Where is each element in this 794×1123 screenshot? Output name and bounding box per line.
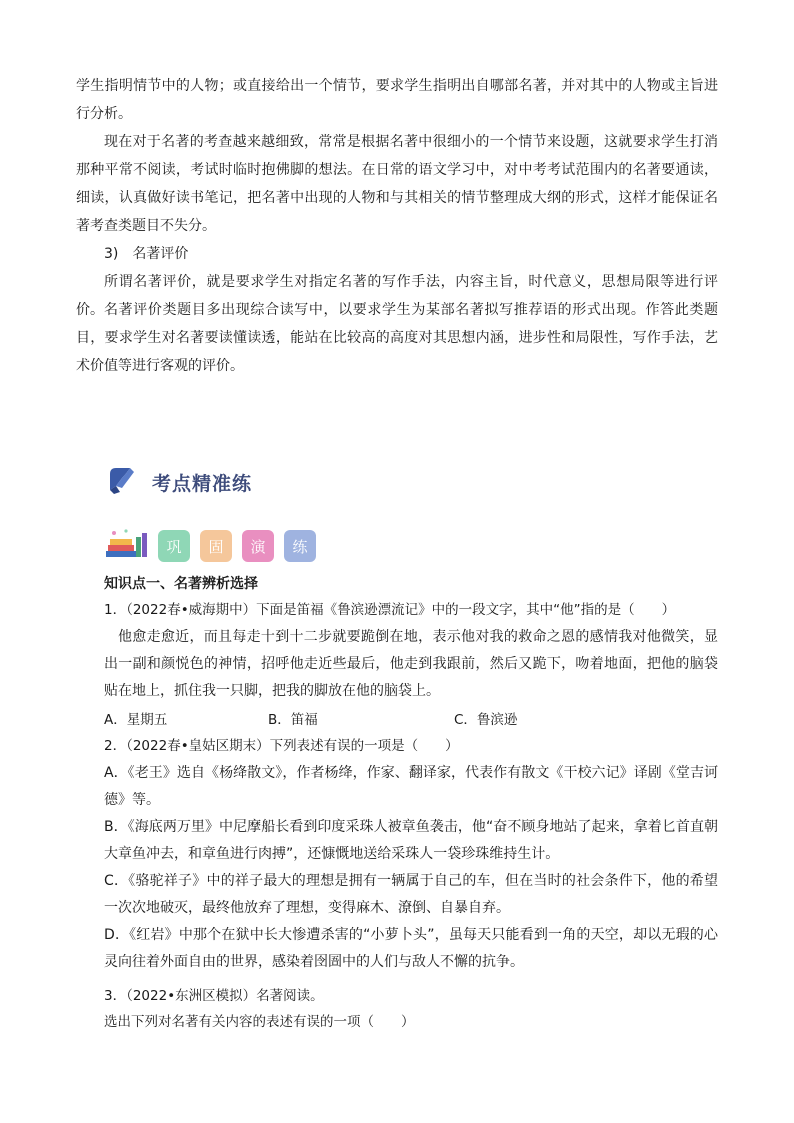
choice-c[interactable]: C．鲁滨逊: [454, 712, 518, 728]
subheading-evaluation: 3) 名著评价: [104, 246, 189, 262]
tile-gu: 固: [200, 530, 232, 562]
section-title: 考点精准练: [152, 472, 253, 495]
books-stack-icon: [104, 527, 150, 565]
intro-paragraph-4: 名著评价类题目多出现综合读写中，以要求学生为某部名著拟写推荐语的形式出现。作答此类题目，要求学生对名著要读懂读透，能站在比较高的高度对其思想内涵，进步性和局限性，写作手法，艺术价值等进行客观的评价。: [76, 302, 718, 374]
question-3-stem: 3．（2022•东洲区模拟）名著阅读。: [104, 988, 324, 1004]
question-2-option-c[interactable]: C．《骆驼祥子》中的祥子最大的理想是拥有一辆属于自己的车，但在当时的社会条件下，他的希望一次次地破灭，最终他放弃了理想，变得麻木、潦倒、自暴自弃。: [104, 873, 718, 916]
intro-paragraph-3: 所谓名著评价，就是要求学生对指定名著的写作手法，内容主旨，时代意义，思想局限等进行评价。: [76, 274, 718, 318]
knowledge-point-heading: 知识点一、名著辨析选择: [104, 576, 258, 592]
choice-b[interactable]: B．笛福: [268, 712, 318, 728]
tile-yan: 演: [242, 530, 274, 562]
tile-gong: 巩: [158, 530, 190, 562]
intro-paragraph-continued: 学生指明情节中的人物；或直接给出一个情节，要求学生指明出自哪部名著，并对其中的人物或主旨进行分析。: [76, 78, 718, 122]
question-2-stem: 2．（2022春•皇姑区期末）下列表述有误的一项是（ ）: [104, 738, 459, 754]
question-2-option-d[interactable]: D．《红岩》中那个在狱中长大惨遭杀害的“小萝卜头”，虽每天只能看到一角的天空，却以无瑕的心灵向往着外面自由的世界，感染着囹圄中的人们与敌人不懈的抗争。: [104, 927, 718, 970]
question-1-stem: 1．（2022春•威海期中）下面是笛福《鲁滨逊漂流记》中的一段文字，其中“他”指的是（ ）: [104, 602, 676, 618]
question-3-sub: 选出下列对名著有关内容的表述有误的一项（ ）: [104, 1014, 415, 1030]
intro-paragraph-2: 现在对于名著的考查越来越细致，常常是根据名著中很细小的一个情节来设题，这就要求学生打消那种平常不阅读，考试时临时抱佛脚的想法。在日常的语文学习中，对中考考试范围内的名著要通读，细读，认真做好读书笔记，把名著中出现的人物和与其相关的情节整理成大纲的形式，这样才能保证名著考查类题目不失分。: [76, 134, 718, 234]
choice-a[interactable]: A．星期五: [104, 712, 168, 728]
question-2-option-b[interactable]: B．《海底两万里》中尼摩船长看到印度采珠人被章鱼袭击，他“奋不顾身地站了起来，拿着匕首直朝大章鱼冲去，和章鱼进行肉搏”，还慷慨地送给采珠人一袋珍珠维持生计。: [104, 819, 718, 862]
section-heading: [104, 462, 252, 502]
practice-banner: [104, 528, 326, 564]
pen-book-icon: [104, 462, 140, 502]
tile-lian: 练: [284, 530, 316, 562]
question-2-option-a[interactable]: A．《老王》选自《杨绛散文》，作者杨绛，作家、翻译家，代表作有散文《干校六记》译剧《堂吉诃德》等。: [104, 765, 718, 808]
question-1-passage: 他愈走愈近，而且每走十到十二步就要跪倒在地，表示他对我的救命之恩的感情我对他微笑，显出一副和颜悦色的神情，招呼他走近些最后，他走到我跟前，然后又跪下，吻着地面，把他的脑袋贴在地上，抓住我一只脚，把我的脚放在他的脑袋上。: [104, 629, 718, 699]
question-1-choices: [104, 708, 718, 732]
